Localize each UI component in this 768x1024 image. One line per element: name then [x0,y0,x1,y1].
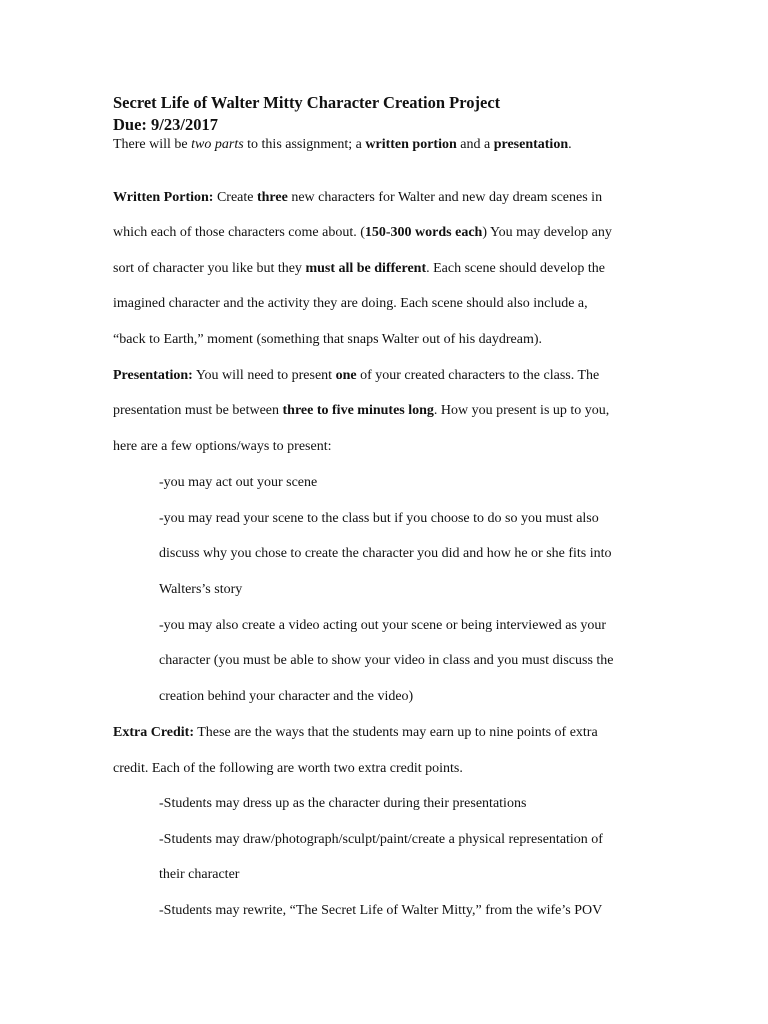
intro-line [113,136,572,154]
presentation-line-3: here are a few options/ways to present: [113,439,332,454]
presentation-line-2 [113,402,609,420]
presentation-option-1: -you may act out your scene [159,475,318,490]
intro-text: There will be [113,137,192,152]
extra-line-2: credit. Each of the following are worth two extra credit points. [113,761,463,776]
presentation-text: of your created characters to the class. The [356,368,600,383]
presentation-heading: Presentation: [113,368,193,383]
written-line-5: “back to Earth,” moment (something that snaps Walter out of his daydream). [113,332,542,347]
due-date: Due: 9/23/2017 [113,115,218,134]
intro-text: . [568,137,572,152]
written-bold: 150-300 words each [364,225,483,240]
written-bold: must all be different [305,261,427,276]
extra-option-2b: their character [159,867,240,882]
intro-text: to this assignment; a [243,137,366,152]
presentation-option-2a: -you may read your scene to the class but if you choose to do so you must also [159,511,599,526]
presentation-text: . How you present is up to you, [433,403,610,418]
written-text: sort of character you like but they [113,261,306,276]
intro-bold: written portion [365,137,457,152]
written-bold: three [256,190,288,205]
document-title: Secret Life of Walter Mitty Character Creation Project [113,93,501,112]
intro-text: and a [456,137,494,152]
intro-bold: presentation [493,137,569,152]
intro-emphasis: two parts [191,137,244,152]
written-text: new characters for Walter and new day dream scenes in [287,190,603,205]
presentation-option-3a: -you may also create a video acting out your scene or being interviewed as your [159,618,607,633]
written-text: . Each scene should develop the [426,261,605,276]
written-text: Create [213,190,257,205]
presentation-option-2b: discuss why you chose to create the character you did and how he or she fits into [159,546,612,561]
extra-option-3: -Students may rewrite, “The Secret Life of Walter Mitty,” from the wife’s POV [159,903,603,918]
presentation-bold: three to five minutes long [282,403,434,418]
written-line-2 [113,224,612,242]
written-heading: Written Portion: [113,190,214,205]
presentation-text: presentation must be between [113,403,283,418]
written-line-4: imagined character and the activity they are doing. Each scene should also include a, [113,296,588,311]
extra-option-2a: -Students may draw/photograph/sculpt/paint/create a physical representation of [159,832,603,847]
extra-option-1: -Students may dress up as the character during their presentations [159,796,527,811]
presentation-option-3c: creation behind your character and the video) [159,689,414,704]
written-text: ) You may develop any [482,225,612,240]
written-line-3 [113,260,605,278]
extra-heading: Extra Credit: [113,725,194,740]
extra-line-1 [113,724,598,742]
presentation-bold: one [335,368,357,383]
written-line-1 [113,189,602,207]
presentation-text: You will need to present [192,368,336,383]
presentation-option-2c: Walters’s story [159,582,243,597]
presentation-option-3b: character (you must be able to show your video in class and you must discuss the [159,653,614,668]
presentation-line-1 [113,367,599,385]
written-text: which each of those characters come about. ( [113,225,365,240]
extra-text: These are the ways that the students may earn up to nine points of extra [194,725,598,740]
